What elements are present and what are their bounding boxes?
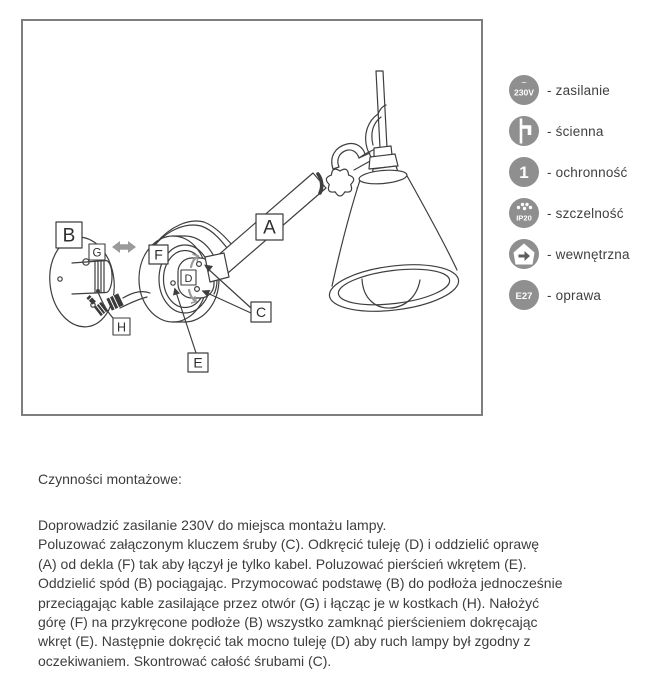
legend-label-zasilanie: - zasilanie	[547, 82, 610, 98]
spec-legend	[509, 75, 630, 310]
legend-item-protection	[509, 157, 630, 187]
instruction-line: Poluzować załączonym kluczem śruby (C). Odkręcić tuleję (D) i oddzielić oprawę	[38, 536, 540, 553]
instructions-title: Czynności montażowe:	[38, 471, 182, 487]
legend-item-indoor	[509, 239, 630, 269]
support-rod	[376, 71, 387, 148]
instruction-line: oczekiwaniem. Skontrować całość śrubami (C).	[38, 652, 332, 669]
screw-c-top	[197, 262, 202, 267]
label-A: A	[263, 217, 276, 239]
legend-label-oprawa: - oprawa	[547, 287, 602, 303]
legend-label-szczelnosc: - szczelność	[547, 205, 624, 221]
wall-lamp-drawing	[23, 21, 481, 414]
label-F: F	[154, 246, 163, 263]
instruction-line: przeciągając kable zasilające przez otwór (G) i łącząc je w kostkach (H). Nałożyć	[38, 594, 540, 611]
ip20-rating-icon	[509, 198, 539, 228]
instruction-line: Doprowadzić zasilanie 230V do miejsca montażu lampy.	[38, 517, 387, 533]
screw-c-bottom	[195, 287, 200, 292]
label-B: B	[62, 225, 76, 247]
legend-label-ochronnosc: - ochronność	[547, 164, 628, 180]
screw-e	[171, 281, 175, 285]
pull-apart-arrow-icon	[112, 241, 136, 253]
label-E: E	[193, 354, 203, 371]
svg-text:1: 1	[519, 163, 529, 182]
supply-wires	[120, 292, 150, 308]
power-230v-icon	[509, 75, 539, 105]
e27-socket-icon	[509, 280, 539, 310]
legend-label-wewnetrzna: - wewnętrzna	[547, 246, 630, 262]
label-H: H	[116, 320, 127, 335]
legend-item-socket	[509, 280, 630, 310]
instruction-line: wkręt (E). Następnie dokręcić tak mocno tuleję (D) aby ruch lampy był zgodny z	[38, 633, 531, 650]
legend-item-ip	[509, 198, 630, 228]
svg-text:~: ~	[521, 77, 527, 88]
legend-item-power	[509, 75, 630, 105]
protection-class-1-icon	[509, 157, 539, 187]
instruction-line: Oddzielić spód (B) pociągając. Przymocować podstawę (B) do podłoża jednocześnie	[38, 575, 563, 592]
instruction-line: górę (F) na przykręcone podłoże (B) wszystko zamknąć pierścieniem dokręcając	[38, 614, 538, 631]
instruction-line: (A) od dekla (F) tak aby łączył je tylko kabel. Poluzować pierścień wkrętem (E).	[38, 555, 527, 572]
assembly-diagram	[21, 19, 483, 416]
indoor-use-icon	[509, 239, 539, 269]
svg-text:IP20: IP20	[516, 213, 532, 223]
label-G: G	[92, 247, 102, 260]
legend-label-scienna: - ścienna	[547, 123, 604, 139]
star-knob	[326, 169, 353, 196]
svg-text:E27: E27	[515, 291, 533, 302]
terminal-blocks	[86, 293, 123, 316]
legend-item-wall	[509, 116, 630, 146]
wall-mount-icon	[509, 116, 539, 146]
label-C: C	[255, 304, 267, 320]
label-D: D	[184, 272, 193, 285]
assembly-instructions	[38, 470, 623, 671]
svg-text:230V: 230V	[513, 87, 535, 98]
